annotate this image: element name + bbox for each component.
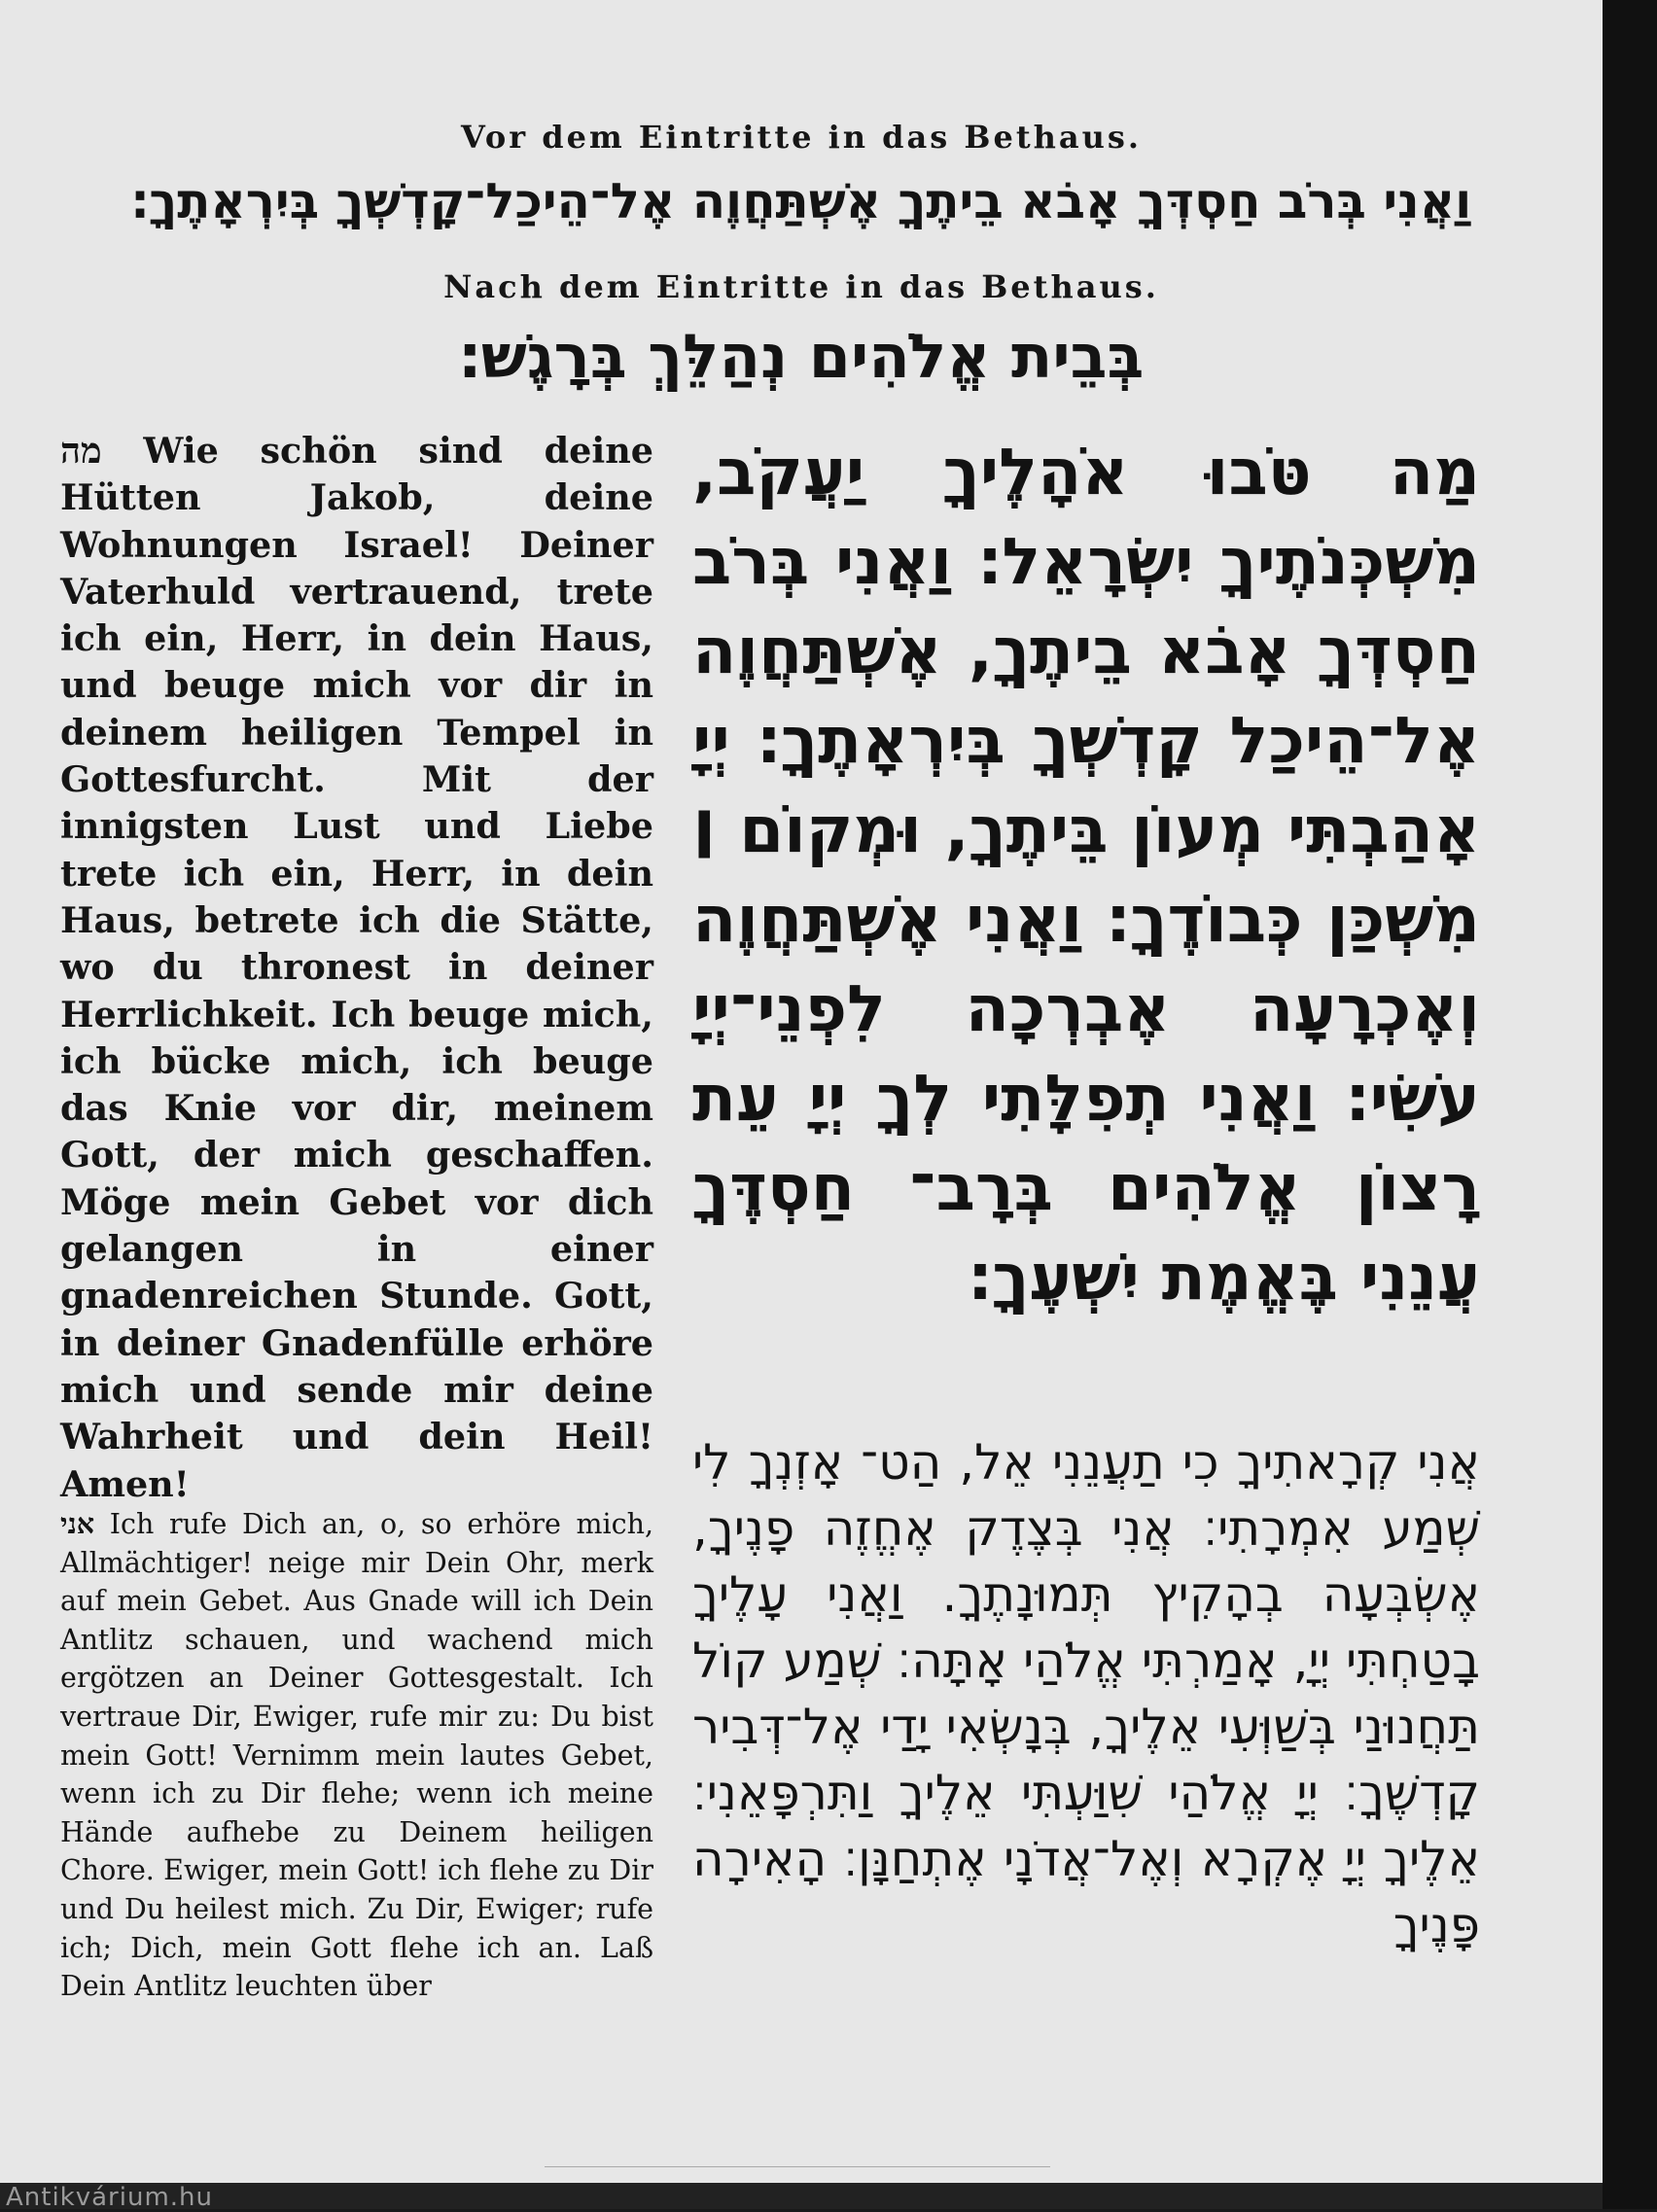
hebrew-lead-word: מה [60,430,102,472]
watermark: Antikvárium.hu [6,2183,213,2212]
german-main-text: Wie schön sind deine Hütten Jakob, deine Wohnungen Israel! Deiner Vaterhuld vertrauend, trete ich ein, Herr, in dein Haus, und beuge mich vor dir in deinem heiligen Tempel in Gottesfurcht. Mit der innigsten Lust und Liebe trete ich ein, Herr, in dein Haus, betrete ich die Stätte, wo du thronest in deiner Herrlichkeit. Ich beuge mich, ich bücke mich, ich beuge das Knie vor dir, meinem Gott, der mich geschaffen. Möge mein Gebet vor dich gelangen in einer gnadenreichen Stunde. Gott, in deiner Gnadenfülle erhöre mich und sende mir deine Wahrheit und dein Heil! Amen! [60,430,653,1505]
heading-after-entering: Nach dem Eintritte in das Bethaus. [443,268,1159,305]
hebrew-prayer-second: אֲנִי קְרָאתִיךָ כִי תַעֲנֵנִי אֵל, הַט־ אָזְנְךָ לִי שְׁמַע אִמְרָתִי׃ אֲנִי בְּצֶדֶק אֶחֱזֶה פָנֶיךָ, אֶשְׂבְּעָה בְהָקִיץ תְּמוּנָתֶךָ. וַאֲנִי עָלֶיךָ בָטַחְתִּי יְיָ, אָמַרְתִּי אֱלֹהַי אָתָּה׃ שְׁמַע קוֹל תַּחֲנוּנַי בְּשַׁוְּעִי אֵלֶיךָ, בְּנָשְׂאִי יָדַי אֶל־דְּבִיר קָדְשֶׁךָ׃ יְיָ אֱלֹהַי שִׁוַּעְתִּי אֵלֶיךָ וַתִּרְפָּאֵנִי׃ אֵלֶיךָ יְיָ אֶקְרָא וְאֶל־אֲדֹנָי אֶתְחַנָּן׃ הָאִירָה פָּנֶיךָ [692,1434,1480,1953]
hebrew-prayer-main: מַה טֹּבוּ אֹהָלֶיךָ יַעֲקֹב, מִשְׁכְּנֹתֶיךָ יִשְׂרָאֵל׃ וַאֲנִי בְּרֹב חַסְדְּךָ אָבֹא בֵיתֶךָ, אֶשְׁתַּחֲוֶה אֶל־הֵיכַל קָדְשְׁךָ בְּיִרְאָתֶךָ׃ יְיָ אָהַבְתִּי מְעוֹן בֵּיתֶךָ, וּמְקוֹם ׀ מִשְׁכַּן כְּבוֹדֶךָ׃ וַאֲנִי אֶשְׁתַּחֲוֶה וְאֶכְרָעָה אֶבְרְכָה לִפְנֵי־יְיָ עֹשִׂי׃ וַאֲנִי תְפִלָּתִי לְךָ יְיָ עֵת רָצוֹן אֱלֹהִים בְּרָב־ חַסְדֶּךָ עֲנֵנִי בֶּאֱמֶת יִשְׁעֶךָ׃ [692,435,1480,1315]
heading-before-entering: Vor dem Eintritte in das Bethaus. [460,119,1143,156]
german-translation-second [60,1505,653,2006]
german-second-text: Ich rufe Dich an, o, so erhöre mich, Allmächtiger! neige mir Dein Ohr, merk auf mein Gebet. Aus Gnade will ich Dein Antlitz schauen, und wachend mich ergötzen an Deiner Gottesgestalt. Ich vertraue Dir, Ewiger, rufe mir zu: Du bist mein Gott! Vernimm mein lautes Gebet, wenn ich zu Dir flehe; wenn ich meine Hände aufhebe zu Deinem heiligen Chore. Ewiger, mein Gott! ich flehe zu Dir und Du heilest mich. Zu Dir, Ewiger; rufe ich; Dich, mein Gott flehe ich an. Laß Dein Antlitz leuchten über [60,1508,653,2003]
book-spine-shadow [1603,0,1657,2209]
hebrew-lead-word-second: אני [60,1507,95,1540]
hebrew-verse-before-entering: וַאֲנִי בְּרֹב חַסְדְּךָ אָבֹא בֵיתֶךָ אֶשְׁתַּחֲוֶה אֶל־הֵיכַל־קָדְשְׁךָ בְּיִרְאָתֶךָ׃ [130,173,1472,229]
page-bottom-rule [545,2166,1050,2167]
bottom-edge [0,2183,1603,2209]
hebrew-verse-after-entering: בְּבֵית אֱלֹהִים נְהַלֵּךְ בְּרָגֶשׁ׃ [458,321,1145,392]
german-translation-main [60,428,653,1508]
